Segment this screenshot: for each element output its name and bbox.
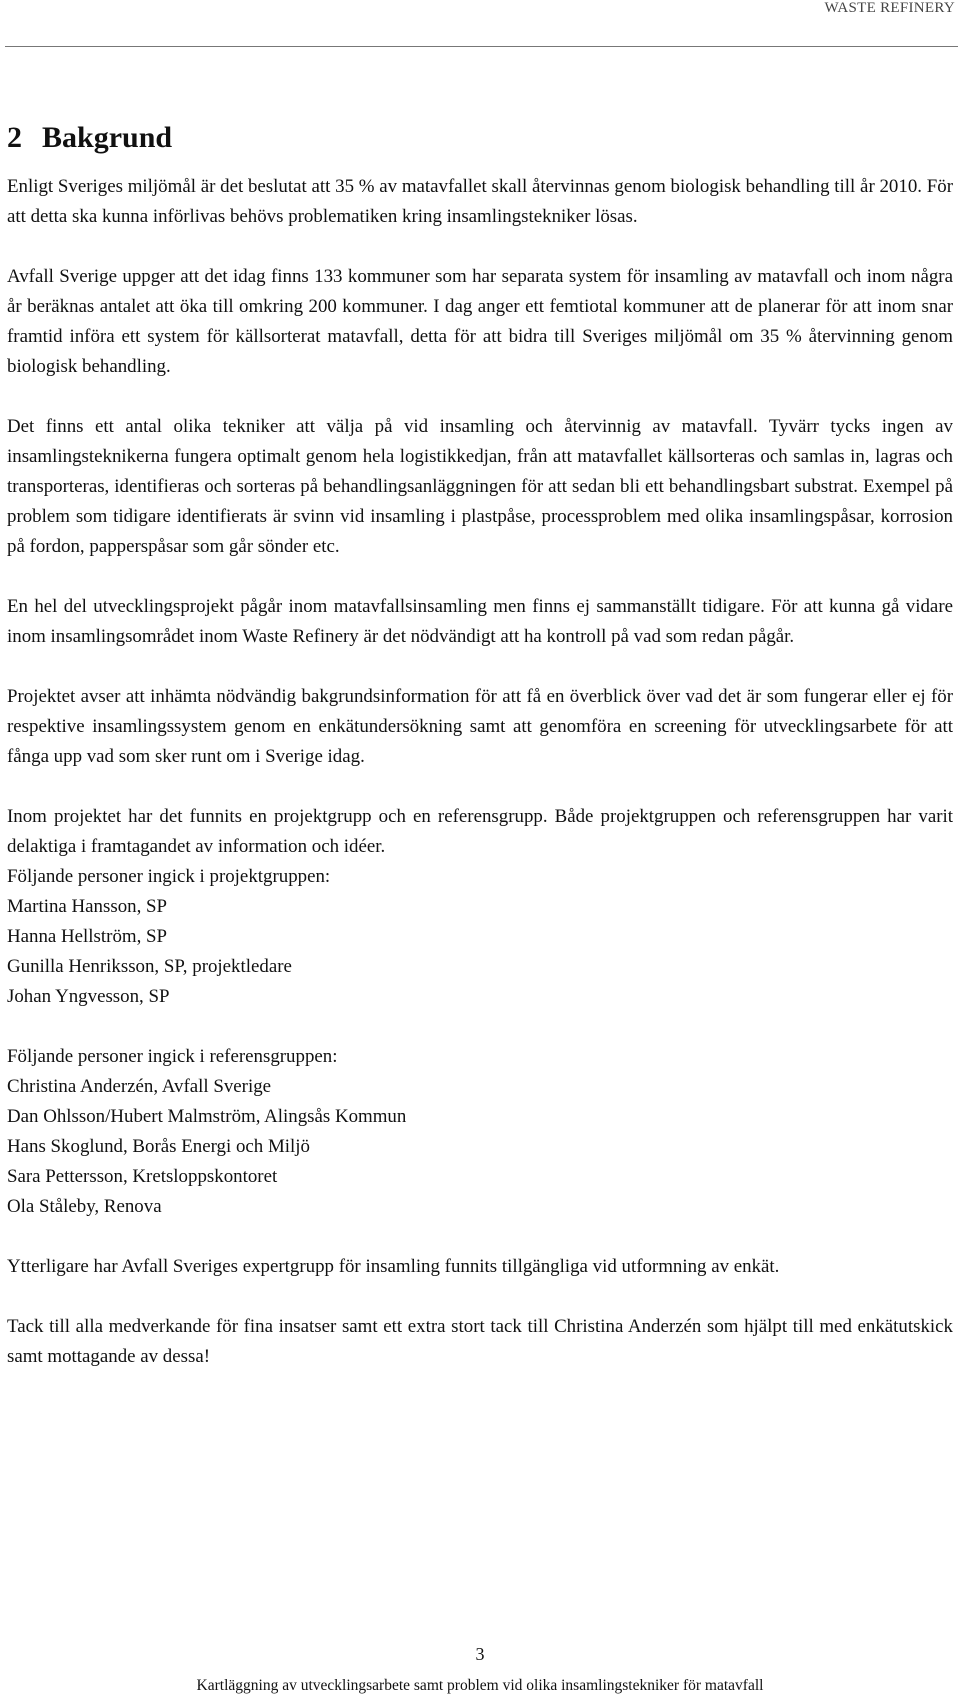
- page-number: 3: [475, 1644, 485, 1664]
- paragraph-techniques: Det finns ett antal olika tekniker att välja på vid insamling och återvinnig av matavfall. Tyvärr tycks ingen av insamlingsteknikerna fungera optimalt genom hela logistikkedjan, från att matavfallet källsorteras och samlas in, lagras och transporteras, identifieras och sorteras på behandlingsanläggningen för att sedan bli ett behandlingsbart substrat. Exempel på problem som tidigare identifierats är svinn vid insamling i plastpåse, processproblem med olika insamlingspåsar, korrosion på fordon, papperspåsar som går sönder etc.: [7, 416, 953, 557]
- footer-document-title: Kartläggning av utvecklingsarbete samt problem vid olika insamlingstekniker för matavfall: [196, 1677, 764, 1694]
- list-item: Martina Hansson, SP: [7, 896, 168, 917]
- paragraph-projects: En hel del utvecklingsprojekt pågår inom matavfallsinsamling men finns ej sammanställt tidigare. För att kunna gå vidare inom insamlingsområdet inom Waste Refinery är det nödvändigt att ha kontroll på vad som redan pågår.: [7, 596, 953, 647]
- section-number: 2: [7, 121, 22, 154]
- list-item: Johan Yngvesson, SP: [7, 986, 170, 1007]
- paragraph-expert-group: Ytterligare har Avfall Sveriges expertgrupp för insamling funnits tillgängliga vid utformning av enkät.: [7, 1256, 780, 1277]
- reference-group-intro: Följande personer ingick i referensgruppen:: [7, 1046, 338, 1067]
- list-item: Dan Ohlsson/Hubert Malmström, Alingsås Kommun: [7, 1106, 407, 1127]
- paragraph-purpose: Projektet avser att inhämta nödvändig bakgrundsinformation för att få en överblick över vad det är som fungerar eller ej för respektive insamlingssystem genom en enkätundersökning samt att genomföra en screening för utvecklingsarbete för att fånga upp vad som sker runt om i Sverige idag.: [7, 686, 953, 767]
- reference-group-list: [7, 1072, 953, 1222]
- header-divider: [5, 46, 958, 47]
- paragraph-groups: Inom projektet har det funnits en projektgrupp och en referensgrupp. Både projektgruppen och referensgruppen har varit delaktiga i framtagandet av information och idéer.: [7, 806, 953, 857]
- paragraph-municipalities: Avfall Sverige uppger att det idag finns 133 kommuner som har separata system för insamling av matavfall och inom några år beräknas antalet att öka till omkring 200 kommuner. I dag anger ett femtiotal kommuner att de planerar för att inom snar framtid införa ett system för källsorterat matavfall, detta för att bidra till Sveriges miljömål om 35 % återvinning genom biologisk behandling.: [7, 266, 953, 377]
- list-item: Sara Pettersson, Kretsloppskontoret: [7, 1166, 278, 1187]
- project-group-list: [7, 892, 953, 1012]
- running-header: WASTE REFINERY: [824, 0, 955, 16]
- list-item: Ola Ståleby, Renova: [7, 1196, 162, 1217]
- section-title: Bakgrund: [42, 121, 173, 154]
- paragraph-thanks: Tack till alla medverkande för fina insatser samt ett extra stort tack till Christina Anderzén som hjälpt till med enkätutskick samt mottagande av dessa!: [7, 1316, 953, 1367]
- list-item: Christina Anderzén, Avfall Sverige: [7, 1076, 272, 1097]
- project-group-intro: Följande personer ingick i projektgruppen:: [7, 866, 331, 887]
- list-item: Hans Skoglund, Borås Energi och Miljö: [7, 1136, 310, 1157]
- body-text: [7, 172, 953, 1402]
- section-heading: [7, 120, 172, 156]
- list-item: Hanna Hellström, SP: [7, 926, 168, 947]
- list-item: Gunilla Henriksson, SP, projektledare: [7, 956, 292, 977]
- paragraph-goal: Enligt Sveriges miljömål är det beslutat att 35 % av matavfallet skall återvinnas genom biologisk behandling till år 2010. För att detta ska kunna införlivas behövs problematiken kring insamlingstekniker lösas.: [7, 176, 953, 227]
